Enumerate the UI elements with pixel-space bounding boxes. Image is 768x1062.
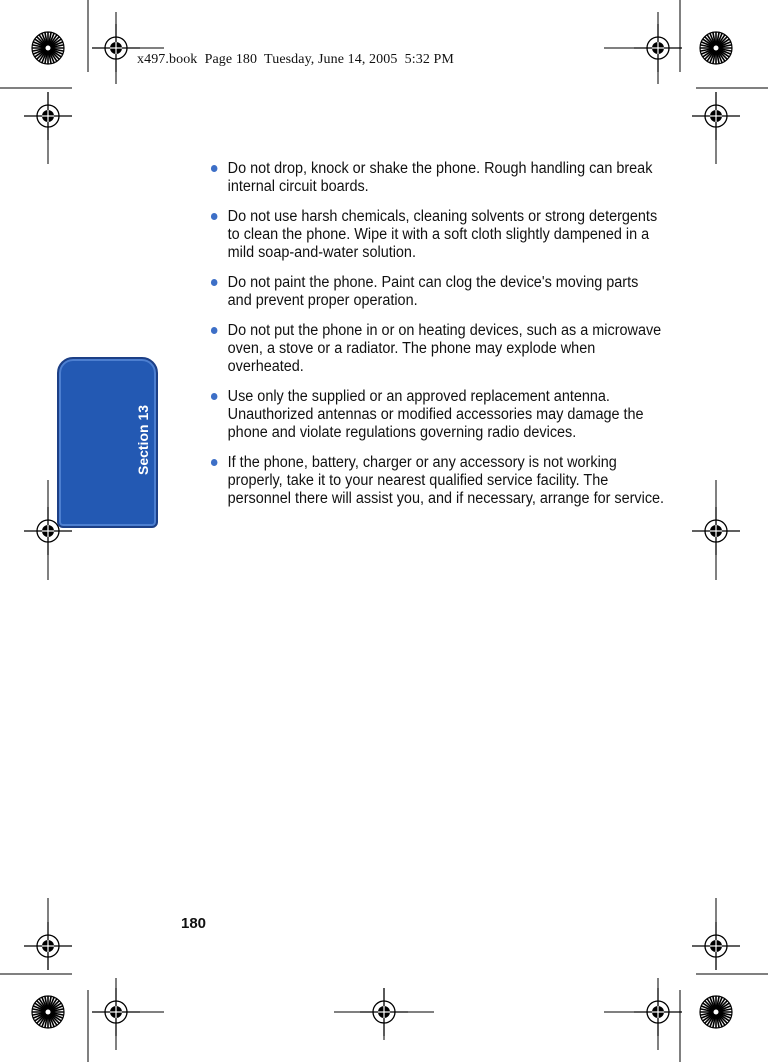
bullet-icon xyxy=(211,393,218,400)
print-slug: x497.book Page 180 Tuesday, June 14, 2005 5:32 PM xyxy=(137,52,454,67)
list-item xyxy=(210,160,665,196)
list-item-text: If the phone, battery, charger or any accessory is not working properly, take it to your nearest qualified service facility. The personnel there will assist you, and if necessary, arrange for service. xyxy=(227,454,665,507)
list-item-text: Do not paint the phone. Paint can clog the device's moving parts and prevent proper operation. xyxy=(227,274,639,309)
list-item xyxy=(210,388,665,442)
bullet-icon xyxy=(211,459,218,466)
list-item xyxy=(210,454,665,508)
bullet-icon xyxy=(211,213,218,220)
bullet-list xyxy=(210,160,665,520)
page-number: 180 xyxy=(181,915,207,932)
bullet-icon xyxy=(211,279,218,286)
list-item-text: Do not put the phone in or on heating devices, such as a microwave oven, a stove or a radiator. The phone may explode when overheated. xyxy=(227,322,662,375)
list-item xyxy=(210,322,665,376)
list-item xyxy=(210,208,665,262)
bullet-icon xyxy=(211,165,218,172)
list-item xyxy=(210,274,665,310)
list-item-text: Use only the supplied or an approved replacement antenna. Unauthorized antennas or modified accessories may damage the phone and violate regulations governing radio devices. xyxy=(227,388,644,441)
list-item-text: Do not use harsh chemicals, cleaning solvents or strong detergents to clean the phone. Wipe it with a soft cloth slightly dampened in a mild soap-and-water solution. xyxy=(227,208,658,261)
list-item-text: Do not drop, knock or shake the phone. Rough handling can break internal circuit boards. xyxy=(227,160,653,195)
section-tab-label: Section 13 xyxy=(135,404,151,476)
bullet-icon xyxy=(211,327,218,334)
